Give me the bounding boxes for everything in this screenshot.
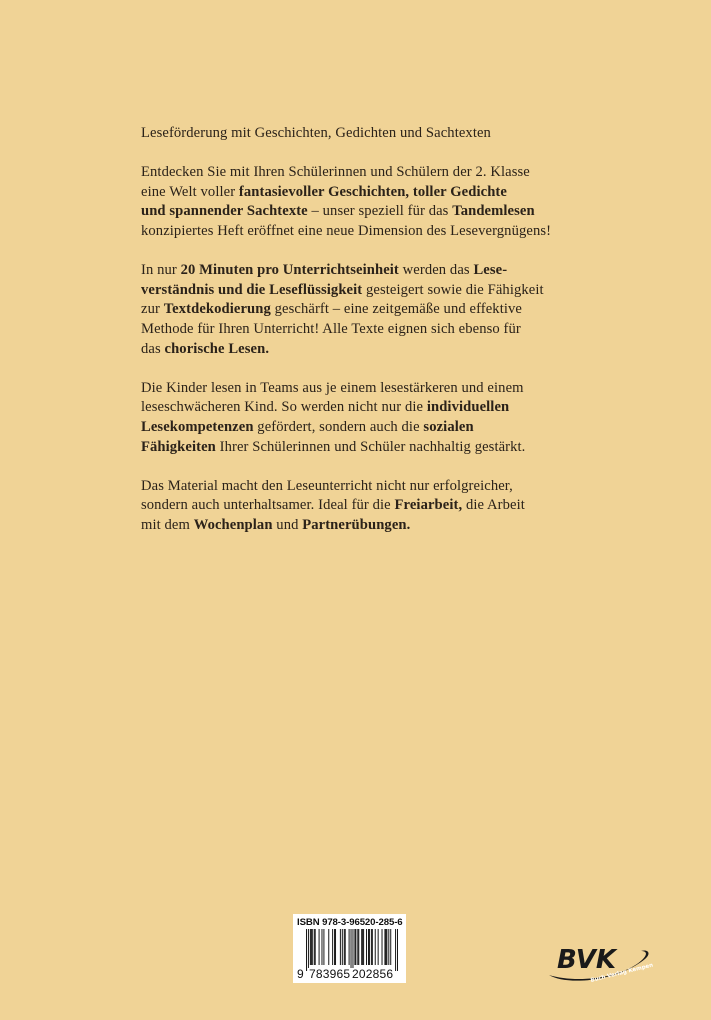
blurb-paragraph xyxy=(141,261,671,359)
emphasis-text: Partnerübungen. xyxy=(302,516,411,533)
emphasis-text: Tandemlesen xyxy=(452,203,535,220)
bvk-logo-icon xyxy=(545,935,655,995)
body-text: eine Welt voller xyxy=(141,183,239,200)
body-text: gefördert, sondern auch die xyxy=(253,418,424,435)
text-line xyxy=(141,222,671,242)
text-line xyxy=(141,379,671,399)
ean-first-digit: 9 xyxy=(297,967,304,981)
text-line xyxy=(141,202,671,222)
text-line xyxy=(141,320,671,340)
emphasis-text: und spannender Sachtexte xyxy=(141,203,308,220)
body-text: mit dem xyxy=(141,516,194,533)
blurb-paragraph xyxy=(141,379,671,457)
body-text: Methode für Ihren Unterricht! Alle Texte eignen sich ebenso für xyxy=(141,320,521,337)
text-line xyxy=(141,516,671,536)
text-line xyxy=(141,398,671,418)
text-line xyxy=(141,281,671,301)
barcode-bars-icon xyxy=(306,929,398,971)
blurb-paragraph xyxy=(141,163,671,241)
body-text: werden das xyxy=(398,262,474,279)
body-text: Entdecken Sie mit Ihren Schülerinnen und Schülern der 2. Klasse xyxy=(141,164,530,181)
blurb-subtitle: Leseförderung mit Geschichten, Gedichten und Sachtexten xyxy=(141,125,491,141)
body-text: sondern auch unterhaltsamer. Ideal für die xyxy=(141,497,395,514)
back-cover-blurb xyxy=(141,124,671,555)
emphasis-text: 20 Minuten pro Unterrichtseinheit xyxy=(180,262,399,279)
emphasis-text: Fähigkeiten xyxy=(141,438,216,455)
body-text: die Arbeit xyxy=(462,497,525,514)
text-line xyxy=(141,340,671,360)
body-text: – unser speziell für das xyxy=(307,203,453,220)
ean-right-group: 202856 xyxy=(352,967,394,981)
emphasis-text: Freiarbeit, xyxy=(394,497,463,514)
body-text: In nur xyxy=(141,262,181,279)
emphasis-text: verständnis und die Leseflüssigkeit xyxy=(141,281,363,298)
text-line xyxy=(141,477,671,497)
body-text: gesteigert sowie die Fähigkeit xyxy=(362,281,544,298)
body-text: konzipiertes Heft eröffnet eine neue Dimension des Lesevergnügens! xyxy=(141,222,552,239)
emphasis-text: chorische Lesen. xyxy=(164,340,270,357)
text-line xyxy=(141,438,671,458)
isbn-label: ISBN 978-3-96520-285-6 xyxy=(297,917,403,928)
blurb-paragraph xyxy=(141,477,671,536)
isbn-barcode xyxy=(293,914,406,983)
text-line xyxy=(141,183,671,203)
emphasis-text: fantasievoller Geschichten, toller Gedichte xyxy=(238,183,507,200)
text-line xyxy=(141,496,671,516)
emphasis-text: Lese- xyxy=(473,262,508,279)
logo-tagline: Buch Verlag Kempen xyxy=(590,962,654,984)
body-text: leseschwächeren Kind. So werden nicht nur die xyxy=(141,399,427,416)
text-line xyxy=(141,418,671,438)
text-line xyxy=(141,300,671,320)
body-text: Das Material macht den Leseunterricht nicht nur erfolgreicher, xyxy=(141,477,513,494)
ean-left-group: 783965 xyxy=(309,967,351,981)
body-text: und xyxy=(272,516,303,533)
emphasis-text: Textdekodierung xyxy=(163,301,271,318)
blurb-paragraphs xyxy=(141,163,671,535)
body-text: geschärft – eine zeitgemäße und effektive xyxy=(270,301,522,318)
body-text: Die Kinder lesen in Teams aus je einem lesestärkeren und einem xyxy=(141,379,524,396)
emphasis-text: Wochenplan xyxy=(193,516,273,533)
text-line xyxy=(141,163,671,183)
emphasis-text: sozialen xyxy=(423,418,474,435)
body-text: zur xyxy=(141,301,164,318)
emphasis-text: individuellen xyxy=(426,399,510,416)
logo-mark: BVK xyxy=(557,945,617,975)
emphasis-text: Lesekompetenzen xyxy=(141,418,254,435)
text-line xyxy=(141,261,671,281)
body-text: das xyxy=(141,340,165,357)
body-text: Ihrer Schülerinnen und Schüler nachhaltig gestärkt. xyxy=(215,438,526,455)
